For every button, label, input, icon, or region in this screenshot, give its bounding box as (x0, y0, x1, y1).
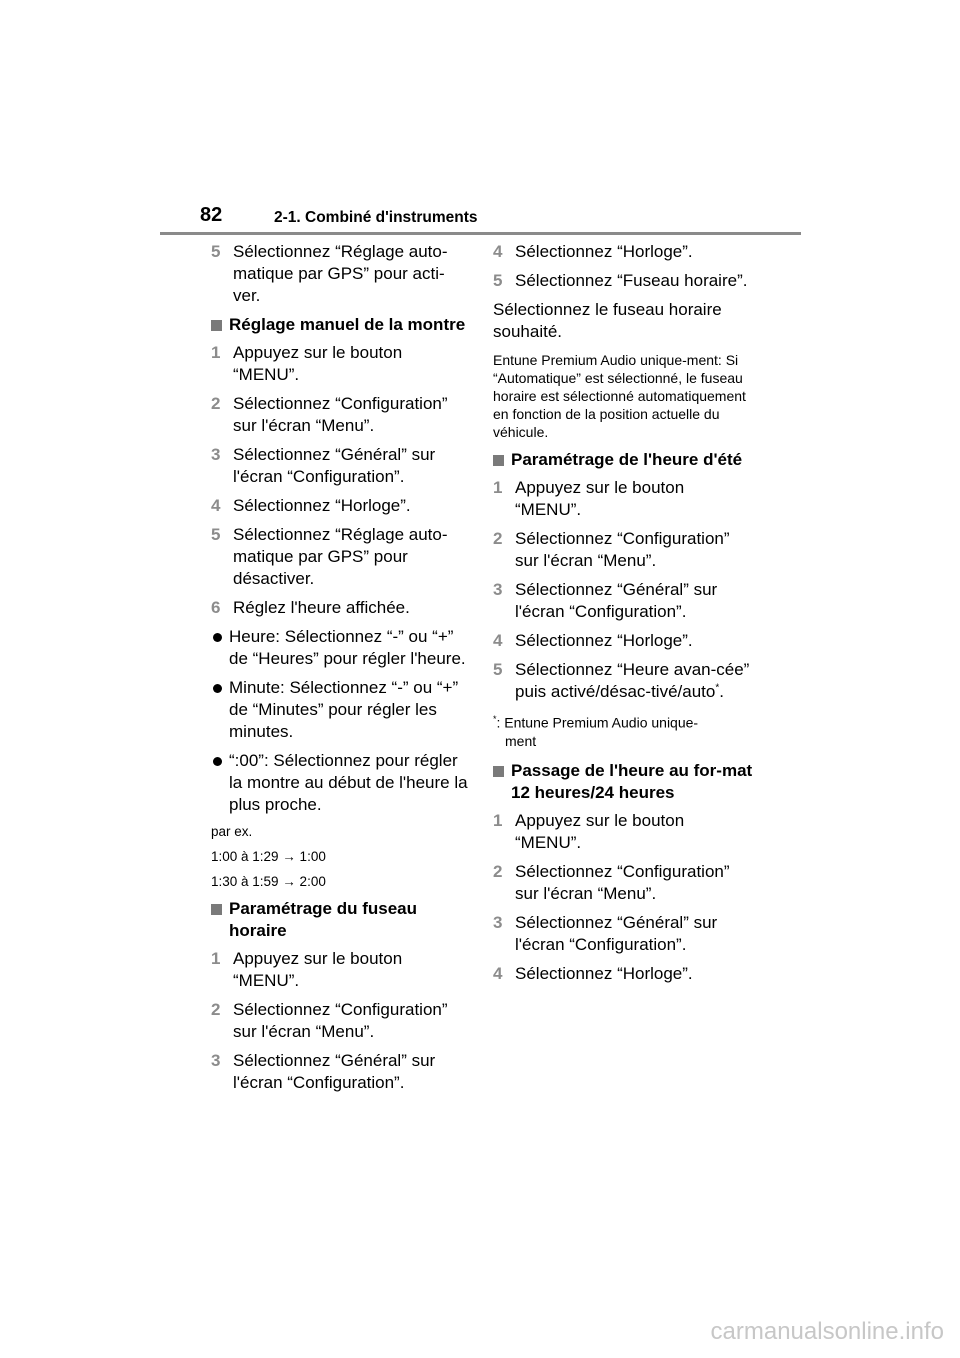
bullet-dot-icon (213, 757, 222, 766)
step-number: 2 (211, 1000, 221, 1019)
step-text: Appuyez sur le bouton “MENU”. (515, 810, 685, 852)
step (211, 444, 471, 488)
step-number: 4 (493, 631, 503, 650)
step-text: Sélectionnez “Configuration” sur l'écran “Menu”. (515, 529, 730, 570)
heading-text: Paramétrage de l'heure d'été (511, 450, 743, 469)
step-text: Sélectionnez “Horloge”. (233, 496, 411, 515)
step-number: 4 (493, 242, 503, 261)
step (493, 912, 753, 956)
footnote-text: : Entune Premium Audio unique- (496, 714, 699, 731)
step-text: Sélectionnez “Configuration” sur l'écran “Menu”. (233, 1000, 448, 1041)
step-number: 3 (493, 912, 503, 932)
step-number: 1 (211, 949, 221, 968)
step-number: 1 (211, 343, 221, 362)
step-text: Sélectionnez “Heure avan-cée” puis activé/désac-tivé/auto (515, 660, 750, 701)
step-text: Sélectionnez “Configuration” sur l'écran “Menu”. (233, 394, 448, 435)
section-heading-manual (211, 314, 471, 336)
step-text: Sélectionnez “Horloge”. (515, 963, 693, 983)
step-text: Appuyez sur le bouton “MENU”. (233, 949, 403, 990)
step-text: Sélectionnez “Réglage auto-matique par GPS” pour acti-ver. (233, 242, 448, 305)
step-text: Sélectionnez “Réglage auto-matique par GPS” pour désactiver. (233, 525, 448, 588)
bullet-item (211, 626, 471, 670)
example-label: par ex. (211, 824, 253, 839)
step-number: 3 (211, 445, 221, 464)
page-header (200, 204, 800, 234)
step-number: 1 (493, 478, 503, 497)
bullet-dot-icon (213, 684, 222, 693)
note-text: Entune Premium Audio unique-ment: Si “Automatique” est sélectionné, le fuseau horaire est sélectionné automatiquement en fonction de la position actuelle du véhicule. (493, 352, 746, 440)
example-line: 1:00 à 1:29 → 1:00 (211, 849, 326, 864)
step (211, 393, 471, 437)
square-bullet-icon (493, 766, 504, 777)
asterisk-mark: * (715, 682, 720, 694)
step-number: 3 (211, 1051, 221, 1070)
section-heading-dst (493, 449, 753, 471)
step (211, 495, 471, 517)
square-bullet-icon (493, 455, 504, 466)
step-number: 1 (493, 810, 503, 830)
step-text: Sélectionnez “Général” sur l'écran “Configuration”. (515, 580, 718, 621)
square-bullet-icon (211, 320, 222, 331)
paragraph: Sélectionnez le fuseau horaire souhaité. (493, 300, 722, 341)
step-number: 3 (493, 580, 503, 599)
step-text: Sélectionnez “Horloge”. (515, 631, 693, 650)
step (493, 270, 753, 292)
step-text: Sélectionnez “Général” sur l'écran “Configuration”. (233, 1051, 436, 1092)
step-text: Sélectionnez “Fuseau horaire”. (515, 271, 748, 290)
step-number: 5 (211, 242, 221, 261)
step (493, 241, 753, 263)
footnote (493, 710, 753, 750)
bullet-dot-icon (213, 633, 222, 642)
step (493, 579, 753, 623)
step-text: Réglez l'heure affichée. (233, 598, 410, 617)
section-title: 2-1. Combiné d'instruments (274, 209, 478, 226)
step (493, 963, 753, 985)
page-number: 82 (200, 204, 223, 226)
heading-text: Passage de l'heure au for-mat 12 heures/24 heures (511, 760, 753, 802)
step-text: Sélectionnez “Configuration” sur l'écran “Menu”. (515, 861, 730, 903)
step-text: Sélectionnez “Général” sur l'écran “Configuration”. (515, 912, 718, 954)
step-number: 2 (493, 861, 503, 881)
step (211, 1050, 471, 1094)
watermark: carmanualsonline.info (710, 1318, 944, 1345)
step (493, 630, 753, 652)
left-column (211, 241, 471, 1101)
header-rule (160, 232, 801, 235)
step-number: 4 (493, 963, 503, 983)
bullet-item (211, 677, 471, 743)
bullet-item (211, 750, 471, 816)
footnote-mark: * (493, 714, 497, 724)
step-text: Sélectionnez “Général” sur l'écran “Configuration”. (233, 445, 436, 486)
bullet-text: Heure: Sélectionnez “-” ou “+” de “Heures” pour régler l'heure. (229, 627, 466, 668)
step (493, 659, 753, 703)
square-bullet-icon (211, 904, 222, 915)
step-number: 2 (493, 529, 503, 548)
step-text: Appuyez sur le bouton “MENU”. (515, 478, 685, 519)
step (493, 861, 753, 905)
step (493, 528, 753, 572)
step-text: Appuyez sur le bouton “MENU”. (233, 343, 403, 384)
step-number: 5 (211, 525, 221, 544)
step (211, 524, 471, 590)
period: . (719, 682, 724, 701)
step (211, 999, 471, 1043)
example-line: 1:30 à 1:59 → 2:00 (211, 874, 326, 889)
step-number: 5 (493, 271, 503, 290)
bullet-text: Minute: Sélectionnez “-” ou “+” de “Minutes” pour régler les minutes. (229, 678, 459, 741)
step (211, 597, 471, 619)
footnote-text-cont: ment (505, 732, 537, 749)
step-number: 4 (211, 496, 221, 515)
bullet-text: “:00”: Sélectionnez pour régler la montre au début de l'heure la plus proche. (229, 751, 468, 814)
section-heading-format (493, 760, 753, 804)
right-column (493, 241, 753, 992)
step (493, 810, 753, 854)
step-text: Sélectionnez “Horloge”. (515, 242, 693, 261)
step-number: 5 (493, 660, 503, 679)
step-number: 2 (211, 394, 221, 413)
step (211, 241, 471, 307)
step (211, 342, 471, 386)
step (211, 948, 471, 992)
section-heading-timezone (211, 898, 471, 942)
heading-text: Paramétrage du fuseau horaire (229, 899, 418, 940)
step (493, 477, 753, 521)
step-number: 6 (211, 598, 221, 617)
heading-text: Réglage manuel de la montre (229, 315, 466, 334)
